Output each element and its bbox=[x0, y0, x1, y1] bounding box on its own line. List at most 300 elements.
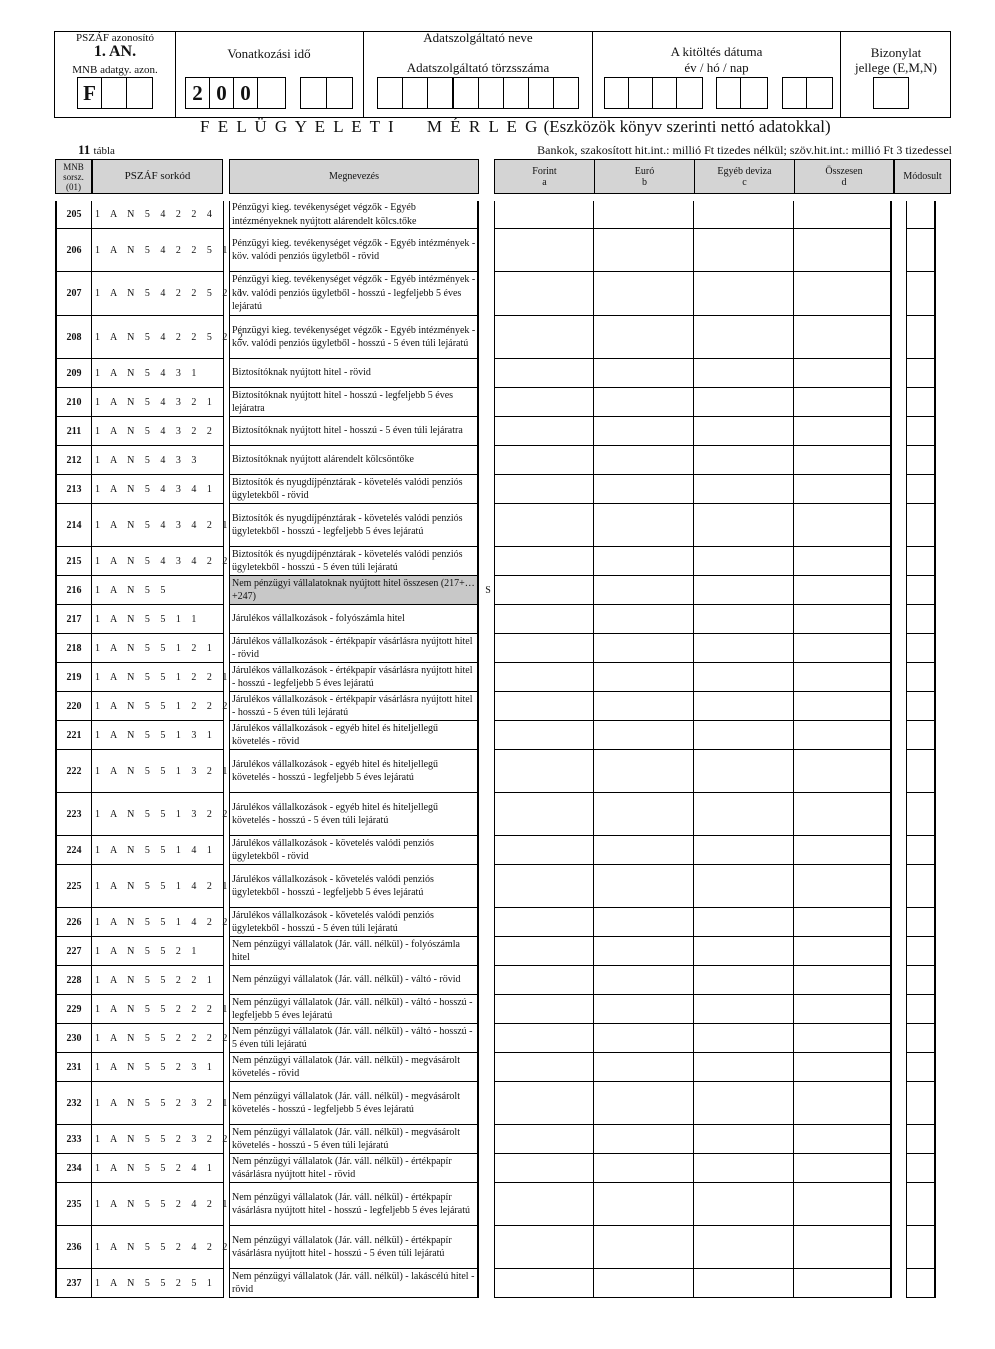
value-total-cell[interactable] bbox=[794, 201, 892, 229]
row-number: 227 bbox=[55, 937, 92, 966]
table-row bbox=[0, 417, 995, 446]
provider-id-cell-7[interactable] bbox=[528, 77, 554, 109]
value-other-currency-cell[interactable] bbox=[694, 576, 794, 605]
value-other-currency-cell[interactable] bbox=[694, 388, 794, 417]
table-row bbox=[0, 750, 995, 793]
modified-flag-cell[interactable] bbox=[906, 1183, 936, 1226]
row-sum-marker bbox=[482, 1154, 494, 1183]
value-euro-cell[interactable] bbox=[594, 229, 694, 272]
fill-date-cell-8[interactable] bbox=[806, 77, 833, 109]
table-row bbox=[0, 547, 995, 576]
row-sum-marker bbox=[482, 995, 494, 1024]
value-euro-cell[interactable] bbox=[594, 966, 694, 995]
row-number: 235 bbox=[55, 1183, 92, 1226]
row-number: 211 bbox=[55, 417, 92, 446]
col-header-num bbox=[55, 159, 92, 194]
row-number: 214 bbox=[55, 504, 92, 547]
period-digit-2[interactable]: 0 bbox=[209, 77, 234, 109]
table-row bbox=[0, 1053, 995, 1082]
value-total-cell[interactable] bbox=[794, 1269, 892, 1298]
period-digit-1[interactable]: 2 bbox=[185, 77, 210, 109]
value-total-cell[interactable] bbox=[794, 576, 892, 605]
row-number: 236 bbox=[55, 1226, 92, 1269]
value-total-cell[interactable] bbox=[794, 504, 892, 547]
value-forint-cell[interactable] bbox=[494, 663, 594, 692]
row-code: 1 A N 5 4 3 2 1 bbox=[92, 388, 224, 417]
value-total-cell[interactable] bbox=[794, 1183, 892, 1226]
value-other-currency-cell[interactable] bbox=[694, 1082, 794, 1125]
row-description: Biztosítóknak nyújtott hitel - hosszú - legfeljebb 5 éves lejáratra bbox=[229, 388, 479, 417]
doc-type-cell[interactable] bbox=[873, 77, 909, 109]
row-code: 1 A N 5 5 1 3 2 1 bbox=[92, 750, 224, 793]
row-code: 1 A N 5 5 2 4 1 bbox=[92, 1154, 224, 1183]
row-description: Nem pénzügyi vállalatok (Jár. váll. nélkül) - értékpapír vásárlásra nyújtott hitel - hosszú - legfeljebb 5 éves lejáratú bbox=[229, 1183, 479, 1226]
row-code: 1 A N 5 5 2 4 2 2 bbox=[92, 1226, 224, 1269]
value-other-currency-cell[interactable] bbox=[694, 1024, 794, 1053]
value-forint-cell[interactable] bbox=[494, 1024, 594, 1053]
row-description: Pénzügyi kieg. tevékenységet végzők - Egyéb intézmények - köv. valódi penziós ügyletből - hosszú - 5 éven túli lejáratú bbox=[229, 316, 479, 359]
value-total-cell[interactable] bbox=[794, 359, 892, 388]
row-number: 231 bbox=[55, 1053, 92, 1082]
value-total-cell[interactable] bbox=[794, 634, 892, 663]
modified-flag-cell[interactable] bbox=[906, 272, 936, 316]
value-other-currency-cell[interactable] bbox=[694, 1053, 794, 1082]
row-description: Nem pénzügyi vállalatok (Jár. váll. nélkül) - lakáscélú hitel - rövid bbox=[229, 1269, 479, 1298]
value-other-currency-cell[interactable] bbox=[694, 504, 794, 547]
mnb-id-cell-1[interactable]: F bbox=[77, 77, 102, 109]
row-sum-marker bbox=[482, 721, 494, 750]
table-number bbox=[78, 142, 115, 158]
value-euro-cell[interactable] bbox=[594, 750, 694, 793]
value-euro-cell[interactable] bbox=[594, 201, 694, 229]
row-sum-marker bbox=[482, 316, 494, 359]
fill-date-cell-4[interactable] bbox=[676, 77, 703, 109]
value-other-currency-cell[interactable] bbox=[694, 865, 794, 908]
value-total-cell[interactable] bbox=[794, 446, 892, 475]
row-code: 1 A N 5 4 3 4 1 bbox=[92, 475, 224, 504]
row-number: 230 bbox=[55, 1024, 92, 1053]
row-sum-marker bbox=[482, 388, 494, 417]
value-forint-cell[interactable] bbox=[494, 417, 594, 446]
row-number: 222 bbox=[55, 750, 92, 793]
value-euro-cell[interactable] bbox=[594, 1053, 694, 1082]
value-euro-cell[interactable] bbox=[594, 475, 694, 504]
period-digit-3[interactable]: 0 bbox=[233, 77, 258, 109]
row-description: Biztosítóknak nyújtott alárendelt kölcsöntőke bbox=[229, 446, 479, 475]
value-forint-cell[interactable] bbox=[494, 1154, 594, 1183]
modified-flag-cell[interactable] bbox=[906, 1024, 936, 1053]
value-forint-cell[interactable] bbox=[494, 937, 594, 966]
modified-flag-cell[interactable] bbox=[906, 388, 936, 417]
value-total-cell[interactable] bbox=[794, 388, 892, 417]
modified-flag-cell[interactable] bbox=[906, 1226, 936, 1269]
modified-flag-cell[interactable] bbox=[906, 417, 936, 446]
row-description: Pénzügyi kieg. tevékenységet végzők - Egyéb intézmények - köv. valódi penziós ügyletből - hosszú - legfeljebb 5 éves lejáratú bbox=[229, 272, 479, 316]
value-other-currency-cell[interactable] bbox=[694, 750, 794, 793]
value-total-cell[interactable] bbox=[794, 1053, 892, 1082]
provider-id-cell-8[interactable] bbox=[553, 77, 579, 109]
value-other-currency-cell[interactable] bbox=[694, 836, 794, 865]
row-sum-marker bbox=[482, 446, 494, 475]
row-code: 1 A N 5 4 3 4 2 2 bbox=[92, 547, 224, 576]
row-code: 1 A N 5 5 2 3 2 1 bbox=[92, 1082, 224, 1125]
modified-flag-cell[interactable] bbox=[906, 201, 936, 229]
row-number: 218 bbox=[55, 634, 92, 663]
modified-flag-cell[interactable] bbox=[906, 721, 936, 750]
value-euro-cell[interactable] bbox=[594, 1082, 694, 1125]
row-sum-marker bbox=[482, 1053, 494, 1082]
value-forint-cell[interactable] bbox=[494, 605, 594, 634]
table-row bbox=[0, 692, 995, 721]
value-other-currency-cell[interactable] bbox=[694, 1154, 794, 1183]
modified-flag-cell[interactable] bbox=[906, 865, 936, 908]
fill-date-cell-3[interactable] bbox=[652, 77, 677, 109]
row-code: 1 A N 5 5 1 4 2 2 bbox=[92, 908, 224, 937]
row-sum-marker bbox=[482, 966, 494, 995]
modified-flag-cell[interactable] bbox=[906, 605, 936, 634]
value-euro-cell[interactable] bbox=[594, 1125, 694, 1154]
value-total-cell[interactable] bbox=[794, 417, 892, 446]
row-number: 220 bbox=[55, 692, 92, 721]
provider-id-cell-2[interactable] bbox=[402, 77, 428, 109]
form-title-sub: (Eszközök könyv szerinti nettó adatokkal) bbox=[543, 117, 831, 136]
table-row bbox=[0, 1226, 995, 1269]
row-sum-marker bbox=[482, 937, 494, 966]
row-sum-marker bbox=[482, 692, 494, 721]
value-total-cell[interactable] bbox=[794, 663, 892, 692]
value-total-cell[interactable] bbox=[794, 865, 892, 908]
value-euro-cell[interactable] bbox=[594, 721, 694, 750]
value-other-currency-cell[interactable] bbox=[694, 547, 794, 576]
table-row bbox=[0, 1154, 995, 1183]
row-sum-marker: S bbox=[485, 585, 491, 596]
value-other-currency-cell[interactable] bbox=[694, 692, 794, 721]
value-total-cell[interactable] bbox=[794, 475, 892, 504]
value-other-currency-cell[interactable] bbox=[694, 908, 794, 937]
value-forint-cell[interactable] bbox=[494, 750, 594, 793]
mnb-id-label: MNB adatgy. azon. bbox=[72, 64, 158, 76]
row-sum-marker bbox=[482, 793, 494, 836]
value-other-currency-cell[interactable] bbox=[694, 475, 794, 504]
col-header-b-label: Euró bbox=[634, 165, 655, 177]
modified-flag-cell[interactable] bbox=[906, 1125, 936, 1154]
row-number: 219 bbox=[55, 663, 92, 692]
value-total-cell[interactable] bbox=[794, 692, 892, 721]
value-euro-cell[interactable] bbox=[594, 446, 694, 475]
value-forint-cell[interactable] bbox=[494, 201, 594, 229]
period-digit-6[interactable] bbox=[326, 77, 353, 109]
modified-flag-cell[interactable] bbox=[906, 316, 936, 359]
table-row bbox=[0, 908, 995, 937]
row-description: Nem pénzügyi vállalatoknak nyújtott hitel összesen (217+…+247) bbox=[229, 576, 479, 605]
row-description: Nem pénzügyi vállalatok (Jár. váll. nélkül) - értékpapír vásárlásra nyújtott hitel - hosszú - 5 éven túli lejáratú bbox=[229, 1226, 479, 1269]
modified-flag-cell[interactable] bbox=[906, 547, 936, 576]
value-forint-cell[interactable] bbox=[494, 966, 594, 995]
value-forint-cell[interactable] bbox=[494, 1226, 594, 1269]
table-row bbox=[0, 229, 995, 272]
value-other-currency-cell[interactable] bbox=[694, 1183, 794, 1226]
row-code: 1 A N 5 5 bbox=[92, 576, 224, 605]
value-total-cell[interactable] bbox=[794, 1082, 892, 1125]
value-other-currency-cell[interactable] bbox=[694, 663, 794, 692]
row-code: 1 A N 5 5 1 2 1 bbox=[92, 634, 224, 663]
value-total-cell[interactable] bbox=[794, 721, 892, 750]
row-number: 205 bbox=[55, 201, 92, 229]
provider-id-cell-4[interactable] bbox=[453, 77, 479, 109]
value-other-currency-cell[interactable] bbox=[694, 793, 794, 836]
value-forint-cell[interactable] bbox=[494, 475, 594, 504]
table-row bbox=[0, 937, 995, 966]
value-forint-cell[interactable] bbox=[494, 1125, 594, 1154]
row-code: 1 A N 5 5 2 2 2 1 bbox=[92, 995, 224, 1024]
modified-flag-cell[interactable] bbox=[906, 663, 936, 692]
value-forint-cell[interactable] bbox=[494, 692, 594, 721]
doc-type-label: Bizonylat bbox=[870, 45, 922, 60]
row-sum-marker bbox=[482, 908, 494, 937]
value-total-cell[interactable] bbox=[794, 793, 892, 836]
value-total-cell[interactable] bbox=[794, 1024, 892, 1053]
value-other-currency-cell[interactable] bbox=[694, 446, 794, 475]
value-forint-cell[interactable] bbox=[494, 995, 594, 1024]
value-total-cell[interactable] bbox=[794, 316, 892, 359]
row-code: 1 A N 5 5 1 2 2 1 bbox=[92, 663, 224, 692]
row-code: 1 A N 5 4 2 2 5 2 1 bbox=[92, 272, 224, 316]
header-divider bbox=[175, 31, 176, 118]
value-other-currency-cell[interactable] bbox=[694, 201, 794, 229]
row-code: 1 A N 5 5 1 3 1 bbox=[92, 721, 224, 750]
row-number: 221 bbox=[55, 721, 92, 750]
row-sum-marker bbox=[482, 417, 494, 446]
period-digit-5[interactable] bbox=[300, 77, 327, 109]
value-forint-cell[interactable] bbox=[494, 634, 594, 663]
value-total-cell[interactable] bbox=[794, 937, 892, 966]
modified-flag-cell[interactable] bbox=[906, 836, 936, 865]
value-euro-cell[interactable] bbox=[594, 634, 694, 663]
period-digit-4[interactable] bbox=[257, 77, 286, 109]
fill-date-cell-1[interactable] bbox=[604, 77, 629, 109]
value-other-currency-cell[interactable] bbox=[694, 721, 794, 750]
row-number: 223 bbox=[55, 793, 92, 836]
row-number: 215 bbox=[55, 547, 92, 576]
row-description: Nem pénzügyi vállalatok (Jár. váll. nélkül) - váltó - hosszú - 5 éven túli lejáratú bbox=[229, 1024, 479, 1053]
value-total-cell[interactable] bbox=[794, 1226, 892, 1269]
row-description: Járulékos vállalkozások - értékpapír vásárlásra nyújtott hitel - hosszú - 5 éven túli lejáratú bbox=[229, 692, 479, 721]
table-row bbox=[0, 605, 995, 634]
row-sum-marker bbox=[482, 1125, 494, 1154]
value-forint-cell[interactable] bbox=[494, 316, 594, 359]
fill-date-cell-2[interactable] bbox=[628, 77, 653, 109]
table-row bbox=[0, 1082, 995, 1125]
value-forint-cell[interactable] bbox=[494, 229, 594, 272]
col-header-b bbox=[594, 159, 695, 194]
value-total-cell[interactable] bbox=[794, 272, 892, 316]
value-forint-cell[interactable] bbox=[494, 1053, 594, 1082]
value-forint-cell[interactable] bbox=[494, 272, 594, 316]
row-number: 209 bbox=[55, 359, 92, 388]
value-other-currency-cell[interactable] bbox=[694, 937, 794, 966]
provider-id-cell-6[interactable] bbox=[503, 77, 529, 109]
value-forint-cell[interactable] bbox=[494, 865, 594, 908]
value-other-currency-cell[interactable] bbox=[694, 229, 794, 272]
modified-flag-cell[interactable] bbox=[906, 1053, 936, 1082]
row-sum-marker bbox=[482, 1082, 494, 1125]
value-forint-cell[interactable] bbox=[494, 359, 594, 388]
value-forint-cell[interactable] bbox=[494, 1183, 594, 1226]
value-euro-cell[interactable] bbox=[594, 692, 694, 721]
modified-flag-cell[interactable] bbox=[906, 1082, 936, 1125]
value-forint-cell[interactable] bbox=[494, 1269, 594, 1298]
row-sum-marker bbox=[482, 201, 494, 229]
value-euro-cell[interactable] bbox=[594, 908, 694, 937]
col-header-a-letter: a bbox=[542, 176, 547, 188]
value-euro-cell[interactable] bbox=[594, 836, 694, 865]
value-euro-cell[interactable] bbox=[594, 272, 694, 316]
col-header-c-label: Egyéb deviza bbox=[717, 165, 772, 177]
value-total-cell[interactable] bbox=[794, 995, 892, 1024]
modified-flag-cell[interactable] bbox=[906, 634, 936, 663]
row-description: Nem pénzügyi vállalatok (Jár. váll. nélkül) - megvásárolt követelés - hosszú - 5 éven túli lejáratú bbox=[229, 1125, 479, 1154]
row-number: 217 bbox=[55, 605, 92, 634]
fill-date-cell-7[interactable] bbox=[782, 77, 807, 109]
row-sum-marker bbox=[482, 605, 494, 634]
row-description: Nem pénzügyi vállalatok (Jár. váll. nélkül) - folyószámla hitel bbox=[229, 937, 479, 966]
value-total-cell[interactable] bbox=[794, 229, 892, 272]
modified-flag-cell[interactable] bbox=[906, 359, 936, 388]
value-total-cell[interactable] bbox=[794, 1125, 892, 1154]
value-euro-cell[interactable] bbox=[594, 663, 694, 692]
value-other-currency-cell[interactable] bbox=[694, 995, 794, 1024]
value-forint-cell[interactable] bbox=[494, 908, 594, 937]
header-divider bbox=[363, 31, 364, 118]
table-row bbox=[0, 359, 995, 388]
fill-date-cell-6[interactable] bbox=[740, 77, 768, 109]
value-other-currency-cell[interactable] bbox=[694, 417, 794, 446]
modified-flag-cell[interactable] bbox=[906, 576, 936, 605]
col-header-mod bbox=[894, 159, 951, 194]
value-forint-cell[interactable] bbox=[494, 547, 594, 576]
value-forint-cell[interactable] bbox=[494, 388, 594, 417]
modified-flag-cell[interactable] bbox=[906, 908, 936, 937]
value-euro-cell[interactable] bbox=[594, 359, 694, 388]
modified-flag-cell[interactable] bbox=[906, 1269, 936, 1298]
units-note: Bankok, szakosított hit.int.: millió Ft tizedes nélkül; szöv.hit.int.: millió Ft 3 tizedessel bbox=[537, 143, 952, 157]
row-sum-marker bbox=[482, 865, 494, 908]
value-total-cell[interactable] bbox=[794, 750, 892, 793]
value-other-currency-cell[interactable] bbox=[694, 316, 794, 359]
provider-name-label: Adatszolgáltató neve bbox=[423, 30, 533, 45]
table-number-value: 11 bbox=[78, 142, 91, 157]
fill-date-cell-5[interactable] bbox=[716, 77, 741, 109]
value-euro-cell[interactable] bbox=[594, 605, 694, 634]
value-euro-cell[interactable] bbox=[594, 1226, 694, 1269]
value-euro-cell[interactable] bbox=[594, 1183, 694, 1226]
value-other-currency-cell[interactable] bbox=[694, 634, 794, 663]
value-euro-cell[interactable] bbox=[594, 1024, 694, 1053]
row-number: 233 bbox=[55, 1125, 92, 1154]
row-description: Járulékos vállalkozások - egyéb hitel és hiteljellegű követelés - rövid bbox=[229, 721, 479, 750]
value-total-cell[interactable] bbox=[794, 908, 892, 937]
value-forint-cell[interactable] bbox=[494, 1082, 594, 1125]
value-euro-cell[interactable] bbox=[594, 417, 694, 446]
table-row bbox=[0, 966, 995, 995]
row-description: Járulékos vállalkozások - egyéb hitel és hiteljellegű követelés - hosszú - 5 éven túli lejáratú bbox=[229, 793, 479, 836]
value-euro-cell[interactable] bbox=[594, 547, 694, 576]
provider-id-cell-1[interactable] bbox=[377, 77, 403, 109]
modified-flag-cell[interactable] bbox=[906, 1154, 936, 1183]
modified-flag-cell[interactable] bbox=[906, 692, 936, 721]
row-description: Járulékos vállalkozások - követelés valódi penziós ügyletekből - rövid bbox=[229, 836, 479, 865]
value-euro-cell[interactable] bbox=[594, 937, 694, 966]
value-euro-cell[interactable] bbox=[594, 995, 694, 1024]
value-forint-cell[interactable] bbox=[494, 576, 594, 605]
provider-id-cell-5[interactable] bbox=[478, 77, 504, 109]
modified-flag-cell[interactable] bbox=[906, 750, 936, 793]
row-number: 224 bbox=[55, 836, 92, 865]
modified-flag-cell[interactable] bbox=[906, 229, 936, 272]
value-total-cell[interactable] bbox=[794, 1154, 892, 1183]
value-euro-cell[interactable] bbox=[594, 793, 694, 836]
row-description: Járulékos vállalkozások - követelés valódi penziós ügyletekből - hosszú - legfeljebb 5 éves lejáratú bbox=[229, 865, 479, 908]
col-header-b-letter: b bbox=[642, 176, 647, 188]
mnb-id-cell-2[interactable] bbox=[101, 77, 127, 109]
modified-flag-cell[interactable] bbox=[906, 475, 936, 504]
header-divider bbox=[840, 31, 841, 118]
mnb-id-cell-3[interactable] bbox=[126, 77, 153, 109]
row-description: Járulékos vállalkozások - folyószámla hitel bbox=[229, 605, 479, 634]
value-total-cell[interactable] bbox=[794, 547, 892, 576]
value-forint-cell[interactable] bbox=[494, 721, 594, 750]
value-other-currency-cell[interactable] bbox=[694, 1125, 794, 1154]
value-other-currency-cell[interactable] bbox=[694, 272, 794, 316]
value-total-cell[interactable] bbox=[794, 836, 892, 865]
value-forint-cell[interactable] bbox=[494, 793, 594, 836]
col-header-code bbox=[92, 159, 223, 194]
doc-type-sub: jellege (E,M,N) bbox=[855, 60, 937, 75]
provider-id-cell-3[interactable] bbox=[427, 77, 453, 109]
value-forint-cell[interactable] bbox=[494, 446, 594, 475]
row-description: Biztosítók és nyugdíjpénztárak - követelés valódi penziós ügyletekből - hosszú - 5 éven túli lejáratú bbox=[229, 547, 479, 576]
table-row bbox=[0, 316, 995, 359]
modified-flag-cell[interactable] bbox=[906, 966, 936, 995]
value-euro-cell[interactable] bbox=[594, 576, 694, 605]
value-forint-cell[interactable] bbox=[494, 504, 594, 547]
value-total-cell[interactable] bbox=[794, 605, 892, 634]
value-total-cell[interactable] bbox=[794, 966, 892, 995]
row-description: Nem pénzügyi vállalatok (Jár. váll. nélkül) - megvásárolt követelés - hosszú - legfeljebb 5 éves lejáratú bbox=[229, 1082, 479, 1125]
modified-flag-cell[interactable] bbox=[906, 995, 936, 1024]
value-euro-cell[interactable] bbox=[594, 316, 694, 359]
value-other-currency-cell[interactable] bbox=[694, 966, 794, 995]
value-euro-cell[interactable] bbox=[594, 1154, 694, 1183]
value-other-currency-cell[interactable] bbox=[694, 605, 794, 634]
modified-flag-cell[interactable] bbox=[906, 937, 936, 966]
row-number: 228 bbox=[55, 966, 92, 995]
modified-flag-cell[interactable] bbox=[906, 446, 936, 475]
value-euro-cell[interactable] bbox=[594, 388, 694, 417]
value-euro-cell[interactable] bbox=[594, 1269, 694, 1298]
value-other-currency-cell[interactable] bbox=[694, 1226, 794, 1269]
value-forint-cell[interactable] bbox=[494, 836, 594, 865]
value-euro-cell[interactable] bbox=[594, 865, 694, 908]
modified-flag-cell[interactable] bbox=[906, 793, 936, 836]
row-sum-marker bbox=[482, 547, 494, 576]
modified-flag-cell[interactable] bbox=[906, 504, 936, 547]
value-other-currency-cell[interactable] bbox=[694, 1269, 794, 1298]
provider-id-label: Adatszolgáltató törzsszáma bbox=[406, 60, 550, 75]
value-other-currency-cell[interactable] bbox=[694, 359, 794, 388]
row-sum-marker bbox=[482, 634, 494, 663]
value-euro-cell[interactable] bbox=[594, 504, 694, 547]
